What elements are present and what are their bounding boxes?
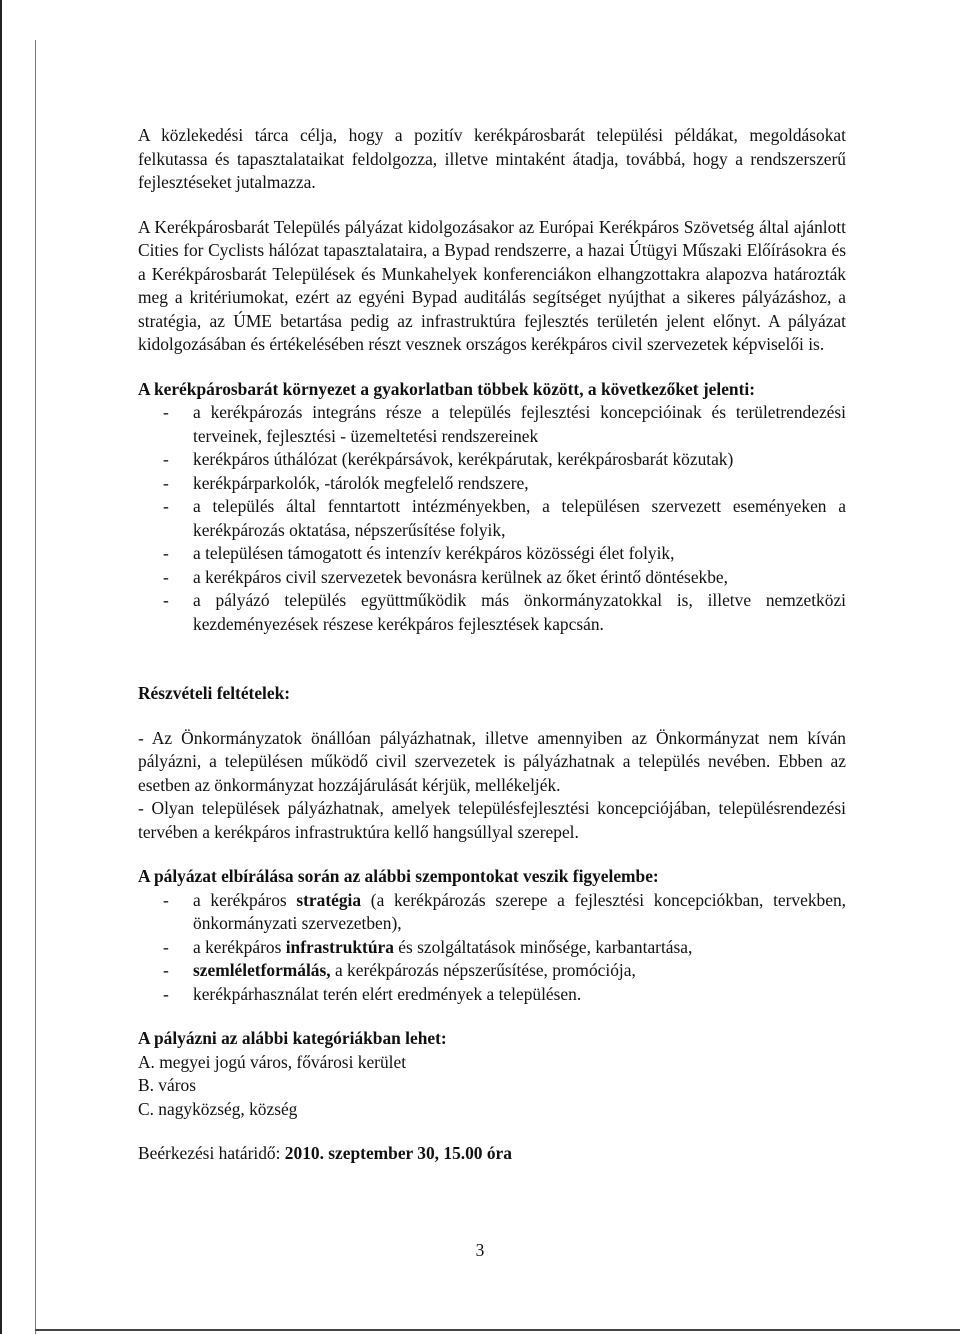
- list-item: [138, 889, 846, 936]
- list-item: [138, 983, 846, 1007]
- intro-paragraph: A közlekedési tárca célja, hogy a pozitív kerékpárosbarát települési példákat, megoldásokat felkutassa és tapasztalataikat feldolgozza, illetve mintaként átadja, továbbá, hogy a rendszerszerű fejlesztéseket jutalmazza.: [138, 125, 846, 192]
- item-text: (a kerékpározás szerepe a fejlesztési koncepciókban, tervekben, önkormányzati szervezetben),: [193, 889, 846, 933]
- item-text: a kerékpáros: [193, 889, 297, 910]
- item-text: kerékpárhasználat terén elért eredmények a településen.: [193, 983, 582, 1004]
- category-item: B. város: [138, 1075, 196, 1095]
- basis-paragraph: A Kerékpárosbarát Település pályázat kidolgozásakor az Európai Kerékpáros Szövetség által ajánlott Cities for Cyclists hálózat tapasztalataira, a Bypad rendszerre, a hazai Útügyi Műszaki Előírásokra és a Kerékpárosbarát Települések és Munkahelyek konferenciákon elhangzottakra alapozva határozták meg a kritériumokat, ezért az egyéni Bypad auditálás segítséget nyújthat a sikeres pályázáshoz, a stratégia, az ÚME betartása pedig az infrastruktúra fejlesztés területén jelent előnyt. A pályázat kidolgozásában és értékelésében részt vesznek országos kerékpáros civil szervezetek képviselői is.: [138, 216, 846, 354]
- evaluation-list: [138, 889, 846, 1007]
- evaluation-heading: A pályázat elbírálása során az alábbi szempontokat veszik figyelembe:: [138, 866, 659, 886]
- category-item: A. megyei jogú város, fővárosi kerület: [138, 1051, 407, 1072]
- environment-heading: A kerékpárosbarát környezet a gyakorlatban többek között, a következőket jelenti:: [138, 378, 755, 399]
- list-item: [138, 936, 846, 960]
- deadline-line: [138, 1142, 846, 1166]
- list-item: - a település által fenntartott intézményekben, a településen szervezett eseményeken a kerékpározás oktatása, népszerűsítése folyik,: [138, 495, 846, 542]
- spacer: [138, 706, 846, 727]
- categories-heading: A pályázni az alábbi kategóriákban lehet:: [138, 1028, 447, 1048]
- environment-list: [138, 401, 846, 636]
- page-number: 3: [475, 1240, 485, 1260]
- item-text: a kerékpározás népszerűsítése, promóciója,: [330, 960, 636, 980]
- item-text: és szolgáltatások minősége, karbantartása,: [393, 936, 693, 957]
- scan-inner-edge: [35, 40, 36, 1334]
- participation-text-2: - Olyan települések pályázhatnak, amelyek településfejlesztési koncepciójában, településrendezési tervében a kerékpáros infrastruktúra kellő hangsúllyal szerepel.: [138, 798, 846, 842]
- list-item: - kerékpáros úthálózat (kerékpársávok, kerékpárutak, kerékpárosbarát közutak): [138, 448, 846, 472]
- item-text: a kerékpáros: [193, 936, 286, 957]
- participation-text-1: - Az Önkormányzatok önállóan pályázhatnak, illetve amennyiben az Önkormányzat nem kíván pályázni, a településen működő civil szervezetek is pályázhatnak a település nevében. Ebben az esetben az önkormányzat hozzájárulását kérjük, mellékeljék.: [138, 727, 846, 795]
- scan-left-edge: [0, 0, 2, 1334]
- item-bold-text: stratégia: [296, 889, 362, 910]
- item-bold-text: szemléletformálás,: [193, 960, 331, 980]
- document-page: [138, 124, 846, 1166]
- deadline-label: Beérkezési határidő:: [138, 1143, 285, 1163]
- spacer: [138, 636, 846, 682]
- scan-bottom-edge: [35, 1329, 960, 1331]
- deadline-value: 2010. szeptember 30, 15.00 óra: [284, 1143, 512, 1163]
- list-item: - a pályázó település együttműködik más önkormányzatokkal is, illetve nemzetközi kezdeményezések részese kerékpáros fejlesztések kapcsán.: [138, 589, 846, 636]
- category-item: C. nagyközség, község: [138, 1098, 298, 1119]
- list-item: - a kerékpározás integráns része a település fejlesztési koncepcióinak és területrendezési terveinek, fejlesztési - üzemeltetési rendszereinek: [138, 401, 846, 448]
- list-item: - a kerékpáros civil szervezetek bevonásra kerülnek az őket érintő döntésekbe,: [138, 566, 846, 590]
- participation-heading: Részvételi feltételek:: [138, 683, 291, 703]
- categories-block: [138, 1027, 846, 1121]
- spacer: [138, 1006, 846, 1027]
- item-bold-text: infrastruktúra: [285, 936, 394, 957]
- list-item: - a településen támogatott és intenzív kerékpáros közösségi élet folyik,: [138, 542, 846, 566]
- list-item: - kerékpárparkolók, -tárolók megfelelő rendszere,: [138, 472, 846, 496]
- list-item: [138, 959, 846, 983]
